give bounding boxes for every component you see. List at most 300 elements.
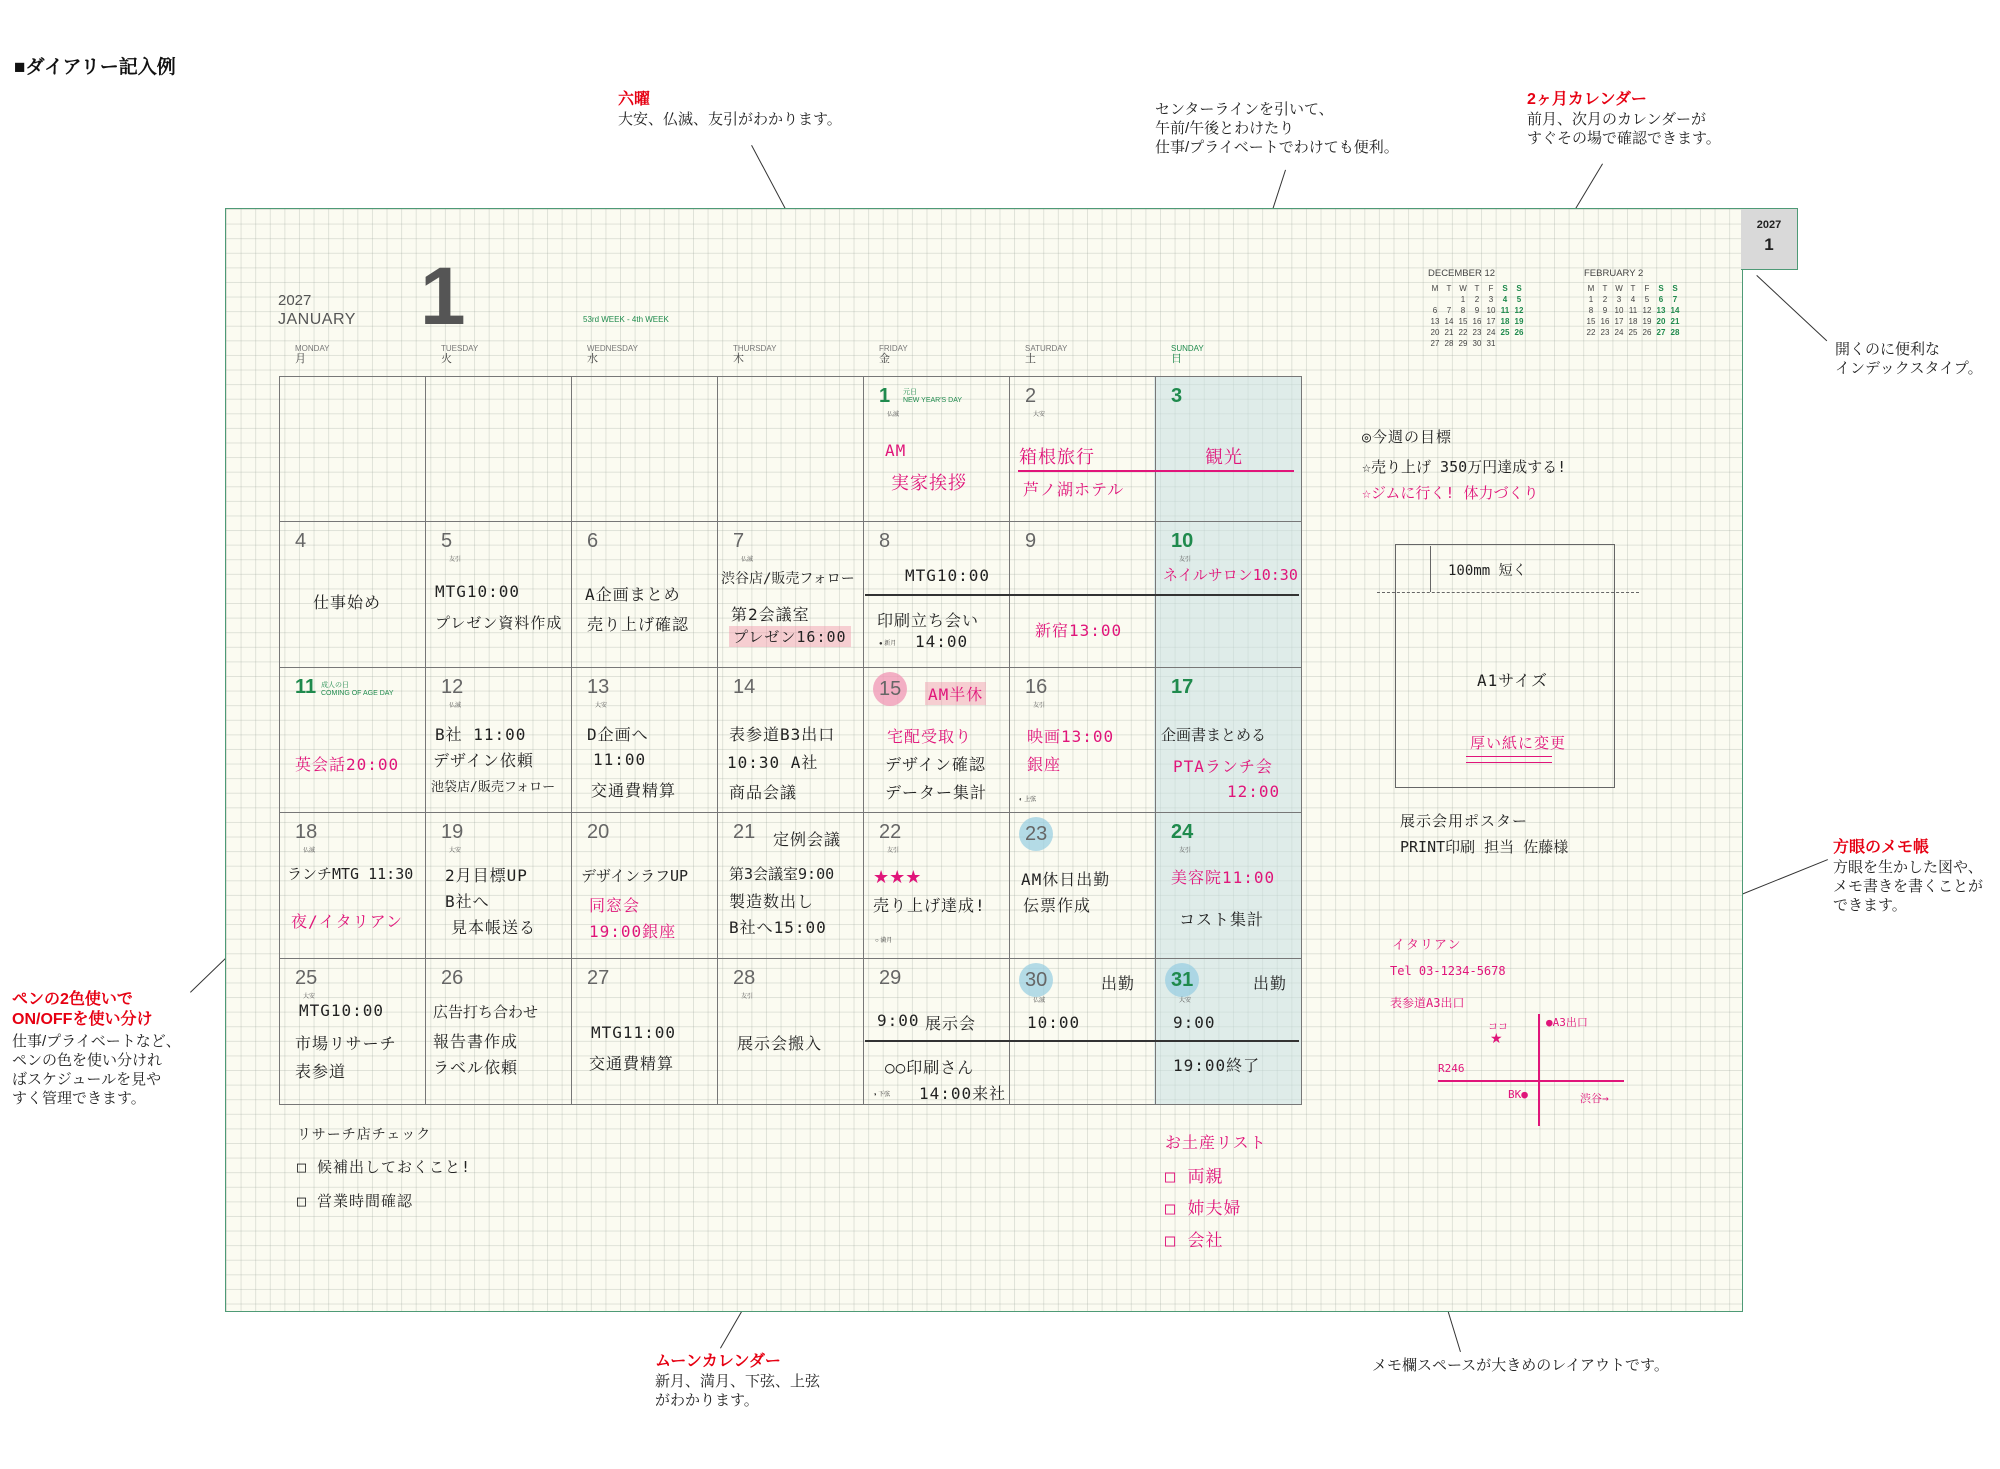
callout-body: 方眼を生かした図や、 メモ書きを書くことが できます。 <box>1833 859 1984 914</box>
day-header-en: THURSDAY <box>733 344 777 353</box>
rokuyo-label: 大安 <box>449 848 462 854</box>
mini-calendar-day: 4 <box>1630 295 1636 304</box>
day-cell-16[interactable] <box>1011 668 1157 814</box>
mini-calendar-weekday: S <box>1672 284 1678 293</box>
header-month-number: 1 <box>420 251 466 342</box>
research-item: □ 営業時間確認 <box>297 1192 414 1210</box>
event: 展示会搬入 <box>737 1034 823 1053</box>
mini-calendar-day: 19 <box>1642 317 1652 326</box>
map-label: 渋谷→ <box>1580 1092 1609 1105</box>
mini-calendar-day: 25 <box>1500 328 1510 337</box>
holiday-en: COMING OF AGE DAY <box>321 690 394 697</box>
day-header-jp: 木 <box>733 353 744 365</box>
mini-calendar-day: 3 <box>1488 295 1494 304</box>
mini-calendar-day: 1 <box>1588 295 1594 304</box>
event: 2月目標UP <box>445 866 528 885</box>
event: 夜/イタリアン <box>291 912 403 931</box>
mini-calendar-day: 17 <box>1486 317 1496 326</box>
mini-calendar-day: 13 <box>1656 306 1666 315</box>
holiday-jp: 元日 <box>903 389 917 396</box>
day-cell-18[interactable] <box>281 813 427 959</box>
day-header-en: TUESDAY <box>441 344 479 353</box>
moon-icon: ○ 満月 <box>875 938 893 944</box>
event: 広告打ち合わせ <box>433 1003 539 1021</box>
callout-index <box>1835 340 1983 378</box>
event: MTG11:00 <box>591 1023 677 1042</box>
mini-calendar-weekday: W <box>1459 284 1467 293</box>
event: 19:00銀座 <box>589 922 677 941</box>
moon-label: 満月 <box>880 938 893 944</box>
callout-title: ペンの2色使いで ON/OFFを使い分け <box>12 991 153 1028</box>
mini-calendar-day: 25 <box>1628 328 1638 337</box>
mini-calendar-day: 6 <box>1658 295 1664 304</box>
mini-calendar-day: 6 <box>1432 306 1438 315</box>
day-number: 20 <box>587 821 610 843</box>
event: 同窓会 <box>589 896 641 915</box>
day-header <box>1025 344 1067 364</box>
day-cell-29[interactable] <box>865 959 1011 1105</box>
day-header <box>879 344 908 364</box>
event: 銀座 <box>1027 755 1062 774</box>
holiday-label <box>321 682 394 698</box>
event: 映画13:00 <box>1027 727 1115 746</box>
day-cell-25[interactable] <box>281 959 427 1105</box>
rokuyo-label: 仏滅 <box>303 848 316 854</box>
mini-calendar-weekday: S <box>1516 284 1522 293</box>
event: データー集計 <box>885 783 988 802</box>
event: 10:30 A社 <box>727 753 819 772</box>
mini-calendar-day: 27 <box>1656 328 1666 337</box>
event: プレゼン資料作成 <box>435 614 563 632</box>
rokuyo-label: 友引 <box>1179 848 1192 854</box>
day-number: 9 <box>1025 530 1037 552</box>
day-number: 12 <box>441 676 464 698</box>
mini-calendar-day: 19 <box>1514 317 1524 326</box>
day-cell-30[interactable] <box>1011 959 1157 1105</box>
event: B社へ <box>445 892 490 911</box>
day-cell-20[interactable] <box>573 813 719 959</box>
day-number: 25 <box>295 967 318 989</box>
souvenir-item: □ 会社 <box>1165 1231 1224 1251</box>
event-highlighted: プレゼン16:00 <box>729 626 851 647</box>
event: 売り上げ確認 <box>587 615 690 634</box>
event-highlighted: AM半休 <box>925 682 986 705</box>
souvenir-title: お土産リスト <box>1165 1133 1267 1152</box>
day-number: 4 <box>295 530 307 552</box>
mini-calendar-day: 30 <box>1472 339 1482 348</box>
event: 商品会議 <box>729 783 798 802</box>
callout-center-line <box>1155 100 1399 157</box>
mini-calendar-weekday: S <box>1658 284 1664 293</box>
mini-calendar-weekday: T <box>1630 284 1636 293</box>
mini-calendar-day: 18 <box>1500 317 1510 326</box>
rokuyo-label: 仏滅 <box>887 412 900 418</box>
day-cell-4[interactable] <box>281 522 427 668</box>
day-number: 2 <box>1025 385 1037 407</box>
mini-calendar-day: 29 <box>1458 339 1468 348</box>
day-number: 31 <box>1171 969 1194 991</box>
callout-title: ムーンカレンダー <box>655 1353 781 1370</box>
day-number: 22 <box>879 821 902 843</box>
poster-note: 展示会用ポスター <box>1400 812 1529 830</box>
leader-line <box>1732 859 1828 899</box>
callout-body: 新月、満月、下弦、上弦 がわかります。 <box>655 1373 821 1409</box>
mini-calendar-day: 20 <box>1430 328 1440 337</box>
event: 売り上げ達成! <box>873 896 986 915</box>
day-cell-23[interactable] <box>1011 813 1157 959</box>
event: B社 11:00 <box>435 725 527 744</box>
event: MTG10:00 <box>905 566 991 585</box>
moon-label: 下弦 <box>878 1092 891 1098</box>
moon-icon: ◐ 上弦 <box>1019 797 1037 803</box>
event: 製造数出し <box>729 892 815 911</box>
day-header <box>587 344 638 364</box>
day-number: 7 <box>733 530 745 552</box>
callout-title: 六曜 <box>618 91 651 108</box>
event: 展示会 <box>925 1014 977 1033</box>
day-header-en: WEDNESDAY <box>587 344 638 353</box>
mini-calendar-day: 2 <box>1602 295 1608 304</box>
mini-calendar-day <box>1498 338 1512 349</box>
mini-calendar-day: 11 <box>1500 306 1510 315</box>
event: デザインラフUP <box>581 867 689 885</box>
mini-calendar-day: 1 <box>1460 295 1466 304</box>
callout-body: 仕事/プライベートなど、 ペンの色を使い分けれ ばスケジュールを見や すく管理できます。 <box>12 1033 181 1107</box>
day-cell-7[interactable] <box>719 522 865 668</box>
rokuyo-label: 友引 <box>449 557 462 563</box>
event: 報告書作成 <box>433 1032 519 1051</box>
mini-calendar-day: 3 <box>1616 295 1622 304</box>
day-header <box>295 344 330 364</box>
mini-calendar-day: 20 <box>1656 317 1666 326</box>
day-cell-6[interactable] <box>573 522 719 668</box>
mini-calendar-day: 28 <box>1444 339 1454 348</box>
event: 第2会議室 <box>731 605 810 624</box>
mini-calendar-day: 21 <box>1444 328 1454 337</box>
stars-rating: ★★★ <box>873 867 922 887</box>
day-number: 30 <box>1025 969 1048 991</box>
mini-calendar-day: 21 <box>1670 317 1680 326</box>
day-cell-5[interactable] <box>427 522 573 668</box>
italian-address: 表参道A3出口 <box>1390 996 1465 1010</box>
mini-calendar-day: 14 <box>1670 306 1680 315</box>
rokuyo-label: 大安 <box>303 994 316 1000</box>
event: 19:00終了 <box>1173 1056 1261 1075</box>
day-number: 14 <box>733 676 756 698</box>
mini-calendar-day: 17 <box>1614 317 1624 326</box>
mini-calendar-weekday: M <box>1431 284 1439 293</box>
day-cell-12[interactable] <box>427 668 573 814</box>
mini-calendar-day: 23 <box>1600 328 1610 337</box>
mini-calendar-weekday: T <box>1446 284 1452 293</box>
rokuyo-label: 仏滅 <box>1033 998 1046 1004</box>
mini-calendar-weekday: W <box>1615 284 1623 293</box>
event: 見本帳送る <box>451 918 537 937</box>
event: 12:00 <box>1227 782 1281 801</box>
event: 美容院11:00 <box>1171 868 1276 887</box>
event: 交通費精算 <box>591 781 677 800</box>
moon-label: 上弦 <box>1024 797 1037 803</box>
mini-calendar-day: 5 <box>1644 295 1650 304</box>
page-title: ■ダイアリー記入例 <box>14 57 176 78</box>
mini-calendar-day: 26 <box>1514 328 1524 337</box>
moon-icon: ● 新月 <box>879 641 897 647</box>
rokuyo-label: 大安 <box>595 703 608 709</box>
event: ラベル依頼 <box>433 1058 519 1077</box>
event: 出勤 <box>1101 974 1136 993</box>
day-number: 11 <box>295 676 317 698</box>
moon-label: 新月 <box>884 641 897 647</box>
event: 14:00 <box>915 632 969 651</box>
event: PTAランチ会 <box>1173 757 1273 776</box>
mini-calendar-day: 16 <box>1600 317 1610 326</box>
rokuyo-label: 友引 <box>741 994 754 1000</box>
event: 9:00 <box>1173 1013 1216 1032</box>
mini-calendar-day: 2 <box>1474 295 1480 304</box>
day-header-jp: 土 <box>1025 353 1036 365</box>
holiday-jp: 成人の日 <box>321 682 349 689</box>
day-number: 21 <box>733 821 756 843</box>
day-cell-9[interactable] <box>1011 522 1157 668</box>
mini-calendar-day: 24 <box>1486 328 1496 337</box>
day-number: 6 <box>587 530 599 552</box>
map-label: ●A3出口 <box>1546 1016 1588 1029</box>
star-icon: ★ <box>1490 1030 1503 1046</box>
callout-body: 大安、仏滅、友引がわかります。 <box>618 111 842 128</box>
callout-rokuyo <box>618 90 842 129</box>
mini-calendar-day <box>1442 294 1456 305</box>
mini-calendar-day: 15 <box>1458 317 1468 326</box>
map-label: ココ <box>1488 1022 1508 1033</box>
event: 第3会議室9:00 <box>729 865 835 883</box>
callout-body: 前月、次月のカレンダーが すぐその場で確認できます。 <box>1527 111 1721 147</box>
event: 定例会議 <box>773 830 842 849</box>
souvenir-item: □ 両親 <box>1165 1167 1224 1187</box>
event: A企画まとめ <box>585 585 681 604</box>
event: 実家挨拶 <box>891 473 967 494</box>
callout-body: センターラインを引いて、 午前/午後とわけたり 仕事/プライベートでわけても便利。 <box>1155 101 1399 156</box>
event: デザイン依頼 <box>433 751 534 770</box>
index-tab[interactable] <box>1741 208 1798 270</box>
day-cell-3[interactable] <box>1157 377 1303 523</box>
callout-title: 2ヶ月カレンダー <box>1527 91 1647 108</box>
mini-calendar-weekday: S <box>1502 284 1508 293</box>
mini-calendar-day: 8 <box>1460 306 1466 315</box>
mini-calendar-day: 12 <box>1514 306 1524 315</box>
day-header-en: SUNDAY <box>1171 344 1204 353</box>
day-number: 8 <box>879 530 891 552</box>
mini-calendar-day <box>1428 294 1442 305</box>
event: コスト集計 <box>1179 910 1265 929</box>
mini-calendar-weekday: T <box>1474 284 1480 293</box>
map-road <box>1538 1014 1540 1126</box>
day-cell-17[interactable] <box>1157 668 1303 814</box>
poster-note: PRINT印刷 担当 佐藤様 <box>1400 838 1569 856</box>
italian-phone: Tel 03-1234-5678 <box>1390 964 1506 978</box>
mini-calendar-day: 23 <box>1472 328 1482 337</box>
mini-calendar-table <box>1584 283 1682 338</box>
event: 箱根旅行 <box>1019 447 1095 468</box>
callout-moon <box>655 1352 820 1410</box>
event: 宅配受取り <box>887 727 973 746</box>
day-number: 3 <box>1171 385 1183 407</box>
event: 仕事始め <box>313 593 382 612</box>
day-header-en: FRIDAY <box>879 344 908 353</box>
event: ネイルサロン10:30 <box>1163 566 1298 584</box>
day-number: 18 <box>295 821 318 843</box>
day-number: 29 <box>879 967 902 989</box>
mini-calendar-day: 16 <box>1472 317 1482 326</box>
event: 交通費精算 <box>589 1054 675 1073</box>
day-number: 26 <box>441 967 464 989</box>
mini-calendar-day: 7 <box>1446 306 1452 315</box>
mini-calendar-day: 5 <box>1516 295 1522 304</box>
map-label: BK● <box>1508 1088 1528 1101</box>
day-number: 16 <box>1025 676 1048 698</box>
day-cell-13[interactable] <box>573 668 719 814</box>
mini-calendar-day: 12 <box>1642 306 1652 315</box>
event: AM <box>885 441 907 460</box>
mini-calendar-day: 8 <box>1588 306 1594 315</box>
mini-calendar-day: 22 <box>1586 328 1596 337</box>
event: AM休日出勤 <box>1021 870 1111 889</box>
day-header-en: SATURDAY <box>1025 344 1068 353</box>
day-cell-8[interactable] <box>865 522 1011 668</box>
mini-calendar-title: DECEMBER 12 <box>1428 268 1496 279</box>
day-header-en: MONDAY <box>295 344 330 353</box>
day-cell-1[interactable] <box>865 377 1011 523</box>
double-underline <box>1466 756 1552 763</box>
day-number: 5 <box>441 530 453 552</box>
day-cell-26[interactable] <box>427 959 573 1105</box>
event: 市場リサーチ <box>295 1034 397 1053</box>
index-tab-month: 1 <box>1764 235 1774 254</box>
mini-calendar-day: 15 <box>1586 317 1596 326</box>
day-number: 24 <box>1171 821 1194 843</box>
day-header-jp: 水 <box>587 353 598 365</box>
mini-calendar-day: 31 <box>1486 339 1496 348</box>
holiday-en: NEW YEAR'S DAY <box>903 397 963 404</box>
rokuyo-label: 友引 <box>1033 703 1046 709</box>
event: 芦ノ湖ホテル <box>1023 480 1125 499</box>
callout-two-month <box>1527 90 1721 148</box>
day-number: 28 <box>733 967 756 989</box>
event: MTG10:00 <box>299 1001 385 1020</box>
day-cell-11[interactable] <box>281 668 427 814</box>
day-header <box>733 344 776 364</box>
header-year: 2027 <box>278 292 312 309</box>
map-road <box>1438 1080 1624 1082</box>
dashed-line <box>1377 592 1639 593</box>
day-cell-21[interactable] <box>719 813 865 959</box>
day-cell-24[interactable] <box>1157 813 1303 959</box>
mini-calendar-weekday: T <box>1602 284 1608 293</box>
mini-calendar-december <box>1428 268 1526 349</box>
mini-calendar-day: 9 <box>1474 306 1480 315</box>
rokuyo-label: 友引 <box>1179 557 1192 563</box>
day-number: 13 <box>587 676 610 698</box>
mini-calendar-day: 9 <box>1602 306 1608 315</box>
mini-calendar-day: 13 <box>1430 317 1440 326</box>
goal-item: ☆ジムに行く! 体力づくり <box>1362 484 1539 502</box>
day-number: 17 <box>1171 676 1194 698</box>
event: 渋谷店/販売フォロー <box>721 571 855 587</box>
event: デザイン確認 <box>885 755 986 774</box>
event: ○○印刷さん <box>885 1058 975 1077</box>
mini-calendar-table <box>1428 283 1526 349</box>
mini-calendar-day: 7 <box>1672 295 1678 304</box>
rokuyo-label: 大安 <box>1179 998 1192 1004</box>
callout-memo-space <box>1372 1356 1669 1375</box>
rokuyo-label: 大安 <box>1033 412 1046 418</box>
goal-title: ◎今週の目標 <box>1362 428 1453 446</box>
mini-calendar-day: 24 <box>1614 328 1624 337</box>
mini-calendar-weekday: F <box>1488 284 1494 293</box>
day-cell-10[interactable] <box>1157 522 1303 668</box>
dimension-line <box>1430 546 1431 592</box>
event: 印刷立ち会い <box>877 611 980 630</box>
mini-calendar-title: FEBRUARY 2 <box>1584 268 1644 279</box>
holiday-label <box>903 389 962 405</box>
event: 英会話20:00 <box>295 755 400 774</box>
mini-calendar-weekday: M <box>1587 284 1595 293</box>
mini-calendar-day: 11 <box>1628 306 1638 315</box>
rokuyo-label: 仏滅 <box>741 557 754 563</box>
event: 企画書まとめる <box>1161 726 1267 744</box>
day-cell-31[interactable] <box>1157 959 1303 1105</box>
map-label: R246 <box>1438 1062 1465 1075</box>
callout-body: 開くのに便利な インデックスタイプ。 <box>1835 341 1983 377</box>
mini-calendar-day: 10 <box>1614 306 1624 315</box>
day-cell-2[interactable] <box>1011 377 1157 523</box>
event: D企画へ <box>587 725 649 744</box>
dimension-label: 100mm 短く <box>1448 563 1527 579</box>
event: 11:00 <box>593 750 647 769</box>
day-number: 19 <box>441 821 464 843</box>
callout-body: メモ欄スペースが大きめのレイアウトです。 <box>1372 1357 1669 1374</box>
day-header-jp: 火 <box>441 353 452 365</box>
day-cell-15[interactable] <box>865 668 1011 814</box>
mini-calendar-day: 4 <box>1502 295 1508 304</box>
day-cell-28[interactable] <box>719 959 865 1105</box>
mini-calendar-day: 28 <box>1670 328 1680 337</box>
event: 伝票作成 <box>1023 896 1092 915</box>
moon-icon: ◑ 下弦 <box>873 1092 891 1098</box>
research-item: □ 候補出しておくこと! <box>297 1158 472 1176</box>
event: 池袋店/販売フォロー <box>431 780 556 795</box>
event: B社へ15:00 <box>729 918 827 937</box>
day-header-jp: 月 <box>295 353 306 365</box>
day-number: 1 <box>879 385 891 407</box>
day-cell-22[interactable] <box>865 813 1011 959</box>
day-cell-14[interactable] <box>719 668 865 814</box>
event: 出勤 <box>1253 974 1288 993</box>
day-cell-27[interactable] <box>573 959 719 1105</box>
mini-calendar-day: 22 <box>1458 328 1468 337</box>
event: 観光 <box>1205 447 1243 468</box>
event: 新宿13:00 <box>1035 621 1123 640</box>
souvenir-item: □ 姉夫婦 <box>1165 1199 1242 1219</box>
goal-item: ☆売り上げ 350万円達成する! <box>1362 458 1567 476</box>
event: 表参道B3出口 <box>729 725 836 744</box>
box-note: 厚い紙に変更 <box>1470 734 1567 752</box>
day-header <box>441 344 478 364</box>
index-tab-year: 2027 <box>1756 219 1782 231</box>
callout-title: 方眼のメモ帳 <box>1833 839 1930 856</box>
day-cell-19[interactable] <box>427 813 573 959</box>
leader-line <box>1756 275 1827 341</box>
event: 表参道 <box>295 1062 347 1081</box>
